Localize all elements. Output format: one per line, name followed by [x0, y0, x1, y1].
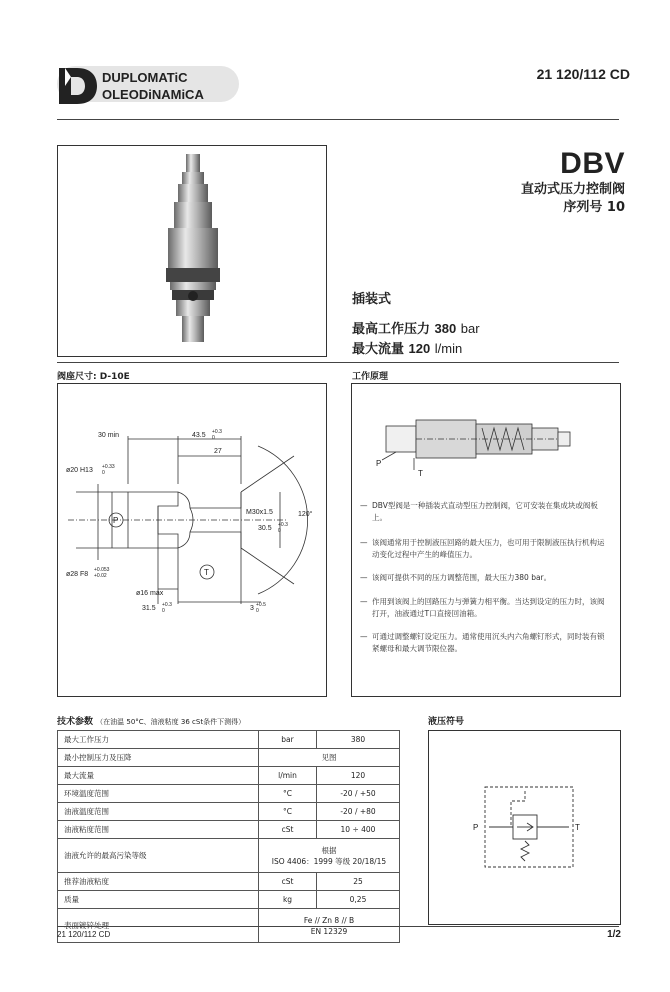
- dim-30min: 30 min: [98, 432, 120, 439]
- product-photo: [57, 145, 327, 357]
- table-row: 最大流量 l/min 120: [58, 767, 400, 785]
- dim-d20h13: ø20 H13: [66, 467, 93, 474]
- document-code: 21 120/112 CD: [536, 66, 630, 82]
- logo-line2: OLEODiNAMiCA: [102, 87, 204, 102]
- working-bullet-2: — 该阀通常用于控制液压回路的最大压力，也可用于限制液压执行机构运动变化过程中产生的峰值压力。: [360, 538, 605, 559]
- dim-31-5-tol-bot: 0: [162, 608, 165, 614]
- max-pressure-unit: bar: [460, 321, 480, 336]
- table-row: 推荐油液粘度 cSt 25: [58, 873, 400, 891]
- tech-heading: 技术参数 （在油温 50°C、油液粘度 36 cSt条件下测得）: [57, 717, 246, 727]
- company-logo: [57, 62, 239, 106]
- footer-doc-code: 21 120/112 CD: [57, 930, 111, 939]
- footer-rule: [57, 926, 619, 927]
- symbol-heading: 液压符号: [428, 717, 465, 727]
- max-flow-value: 120: [408, 341, 431, 356]
- dim-43-5-tol-top: +0.3: [212, 429, 222, 435]
- dim-angle: 120°: [298, 511, 313, 518]
- dim-d28f8: ø28 F8: [66, 571, 89, 578]
- table-row: 最小控制压力及压降 见图: [58, 749, 400, 767]
- valve-section-drawing: [352, 384, 620, 494]
- working-bullet-4: — 作用到该阀上的回路压力与弹簧力相平衡。当达到设定的压力时，该阀打开，油液通过T口直接回油箱。: [360, 597, 605, 618]
- table-row: Fe // Zn 8 // B EN 12329: [58, 909, 400, 943]
- page-number: 1/2: [607, 929, 621, 940]
- dim-3: 3: [250, 605, 254, 612]
- product-subtitle: 直动式压力控制阀: [520, 182, 625, 197]
- product-model: DBV: [560, 147, 625, 180]
- table-row: 油液温度范围 °C -20 / +80: [58, 803, 400, 821]
- port-p-label: P: [113, 516, 119, 525]
- max-pressure-spec: [352, 318, 480, 337]
- dim-31-5: 31.5: [142, 605, 156, 612]
- dim-d28-tol-top: +0.053: [94, 567, 110, 573]
- working-bullet-1: — DBV型阀是一种插装式直动型压力控制阀，它可安装在集成块或阀板上。: [360, 501, 598, 522]
- dim-31-5-tol-top: +0.3: [162, 602, 172, 608]
- product-series: 序列号 10: [563, 200, 625, 215]
- max-pressure-label: 最高工作压力: [352, 322, 431, 337]
- table-row: 最大工作压力 bar 380: [58, 731, 400, 749]
- table-row: 质量 kg 0,25: [58, 891, 400, 909]
- port-t-label: T: [204, 568, 209, 577]
- cavity-drawing: [57, 383, 327, 697]
- dim-d28-tol-bot: +0.02: [94, 573, 107, 579]
- section-port-t: T: [418, 469, 423, 478]
- cavity-dimension-svg: [58, 384, 326, 696]
- cavity-heading: 阀座尺寸: D-10E: [57, 372, 130, 382]
- max-flow-spec: [352, 338, 462, 357]
- table-row: 环境温度范围 °C -20 / +50: [58, 785, 400, 803]
- working-bullet-3: — 该阀可提供不同的压力调整范围，最大压力380 bar。: [360, 573, 552, 582]
- section-rule: [57, 362, 619, 363]
- dim-30-5: 30.5: [258, 525, 272, 532]
- max-flow-unit: l/min: [434, 341, 463, 356]
- max-pressure-value: 380: [434, 321, 457, 336]
- logo-line1: DUPLOMATiC: [102, 70, 188, 85]
- tech-note: （在油温 50°C、油液粘度 36 cSt条件下测得）: [96, 718, 246, 726]
- mounting-type: 插装式: [352, 292, 392, 307]
- dim-30-5-tol-bot: 0: [278, 528, 281, 534]
- dim-3-tol-top: +0.5: [256, 602, 266, 608]
- tech-params-table: [57, 730, 400, 943]
- dim-43-5: 43.5: [192, 432, 206, 439]
- table-row: 油液允许的最高污染等级 根据 ISO 4406：1999 等级 20/18/15: [58, 839, 400, 873]
- hydraulic-symbol-box: [428, 730, 621, 925]
- working-heading: 工作原理: [352, 372, 389, 382]
- title-block: [521, 147, 625, 217]
- symbol-port-p: P: [473, 823, 479, 832]
- dim-m30: M30x1.5: [246, 509, 273, 516]
- section-port-p: P: [376, 459, 382, 468]
- hydraulic-symbol-svg: [429, 731, 620, 924]
- dim-3-tol-bot: 0: [256, 608, 259, 614]
- dim-d16max: ø16 max: [136, 590, 164, 597]
- max-flow-label: 最大流量: [352, 342, 405, 357]
- dim-d20-tol-top: +0.33: [102, 464, 115, 470]
- table-row: 油液粘度范围 cSt 10 ÷ 400: [58, 821, 400, 839]
- dim-d20-tol-bot: 0: [102, 470, 105, 476]
- symbol-port-t: T: [575, 823, 580, 832]
- working-bullet-5: — 可通过调整螺钉设定压力。通常使用沉头内六角螺钉形式，同时装有锁紧螺母和最大调节限位器。: [360, 632, 605, 653]
- dim-43-5-tol-bot: 0: [212, 435, 215, 441]
- dim-27: 27: [214, 448, 222, 455]
- header-rule: [57, 119, 619, 120]
- dim-30-5-tol-top: +0.3: [278, 522, 288, 528]
